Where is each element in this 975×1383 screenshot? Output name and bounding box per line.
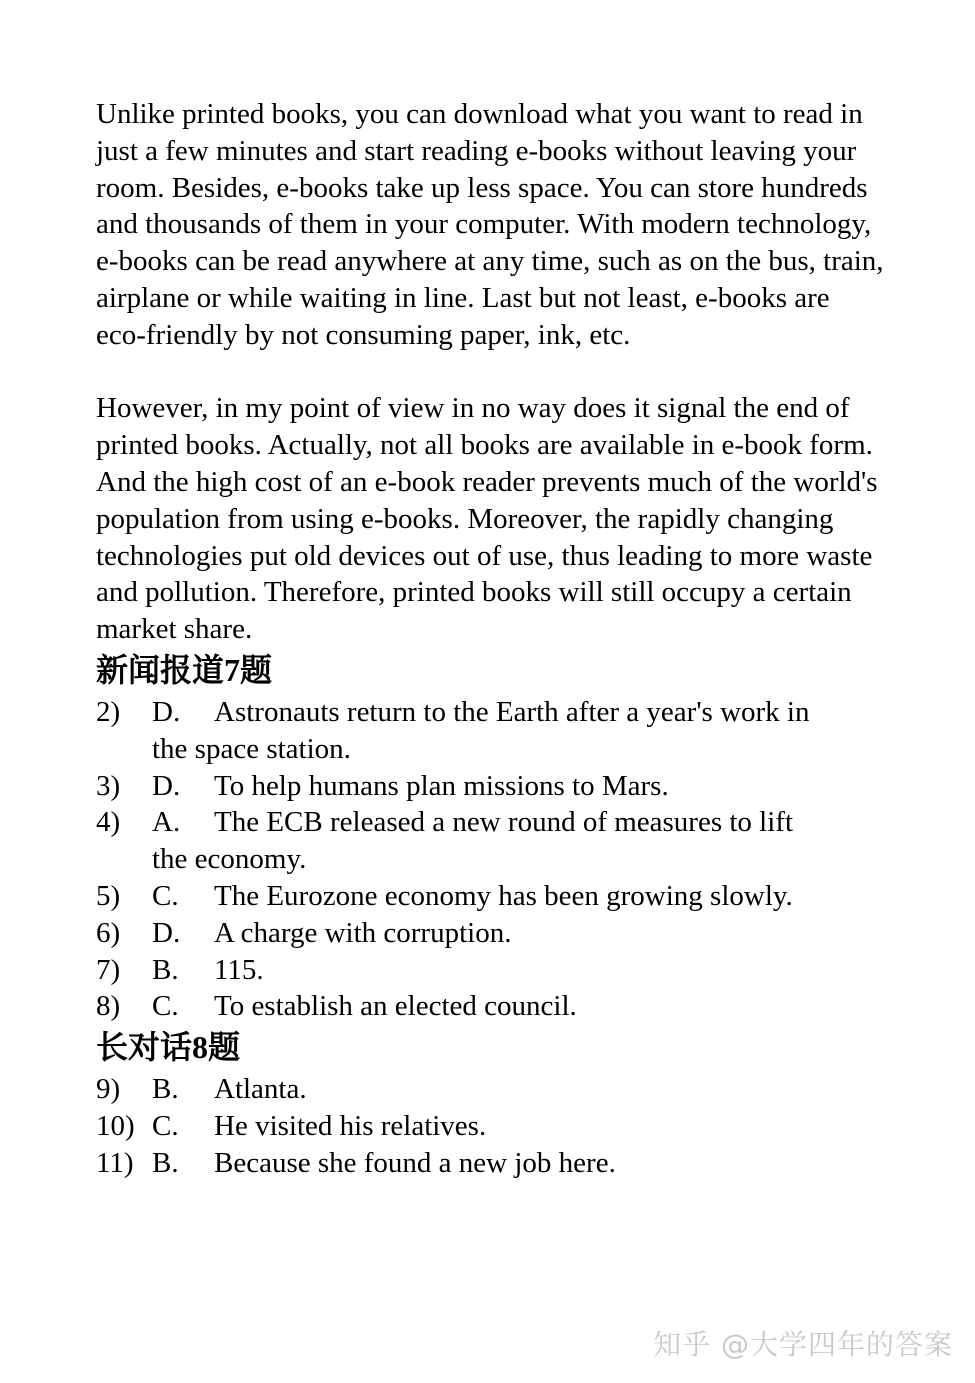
section-title-long-conversations [96,1025,886,1071]
answer-text: Because she found a new job here. [214,1146,616,1179]
answer-item [96,1071,886,1108]
answer-option: D. [152,769,181,802]
answer-item [96,1108,886,1145]
section-title-cn: 新闻报道 [96,650,225,689]
answer-item [96,988,886,1025]
question-number: 5) [96,879,121,912]
question-number: 2) [96,695,121,728]
answer-text: Atlanta. [214,1073,307,1106]
answer-option: C. [152,879,179,912]
answer-text: To establish an elected council. [214,990,577,1023]
answer-text: The ECB released a new round of measures to lift [214,806,794,839]
answer-text: He visited his relatives. [214,1109,487,1142]
section-title-cn: 长对话 [96,1028,193,1067]
section-title-count: 8 [192,1029,209,1066]
section-title-news-reports [96,648,886,694]
answer-option: C. [152,1109,179,1142]
answer-text-continued: the economy. [152,843,307,876]
question-number: 3) [96,769,121,802]
paragraph-printed-books: However, in my point of view in no way does it signal the end of printed books. Actually, not all books are available in e-book form. And the high cost of an e-book reader prevents much of the world's population from using e-books. Moreover, the rapidly changing technologies put old devices out of use, thus leading to more waste and pollution. Therefore, printed books will still occupy a certain market share. [96,392,878,646]
answer-item [96,768,886,805]
answer-text: Astronauts return to the Earth after a year's work in [214,695,810,728]
question-number: 8) [96,990,121,1023]
answer-list-news [96,694,886,1025]
question-number: 10) [96,1109,135,1142]
answer-option: D. [152,916,181,949]
answer-text-continued: the space station. [152,732,351,765]
answer-list-conversations [96,1071,886,1181]
answer-item [96,1145,886,1182]
question-number: 4) [96,806,121,839]
answer-option: C. [152,990,179,1023]
answer-option: A. [152,806,181,839]
answer-item [96,804,886,878]
document-page [96,96,886,1182]
question-number: 11) [96,1146,134,1179]
answer-item [96,694,886,768]
answer-option: D. [152,695,181,728]
answer-item [96,915,886,952]
answer-item [96,878,886,915]
question-number: 9) [96,1073,121,1106]
paragraph-ebook-advantages: Unlike printed books, you can download what you want to read in just a few minutes and start reading e-books without leaving your room. Besides, e-books take up less space. You can store hundreds and thousands of them in your computer. With modern technology, e-books can be read anywhere at any time, such as on the bus, train, airplane or while waiting in line. Last but not least, e-books are eco-friendly by not consuming paper, ink, etc. [96,98,884,351]
answer-text: The Eurozone economy has been growing slowly. [214,879,793,912]
section-title-suffix: 题 [208,1028,241,1067]
section-title-count: 7 [224,651,241,688]
answer-option: B. [152,1146,179,1179]
answer-option: B. [152,953,179,986]
watermark-zhihu: 知乎 @大学四年的答案 [653,1328,953,1361]
answer-item [96,952,886,989]
answer-text: A charge with corruption. [214,916,512,949]
question-number: 6) [96,916,121,949]
answer-option: B. [152,1073,179,1106]
question-number: 7) [96,953,121,986]
answer-text: 115. [214,953,264,986]
answer-text: To help humans plan missions to Mars. [214,769,669,802]
section-title-suffix: 题 [240,650,273,689]
